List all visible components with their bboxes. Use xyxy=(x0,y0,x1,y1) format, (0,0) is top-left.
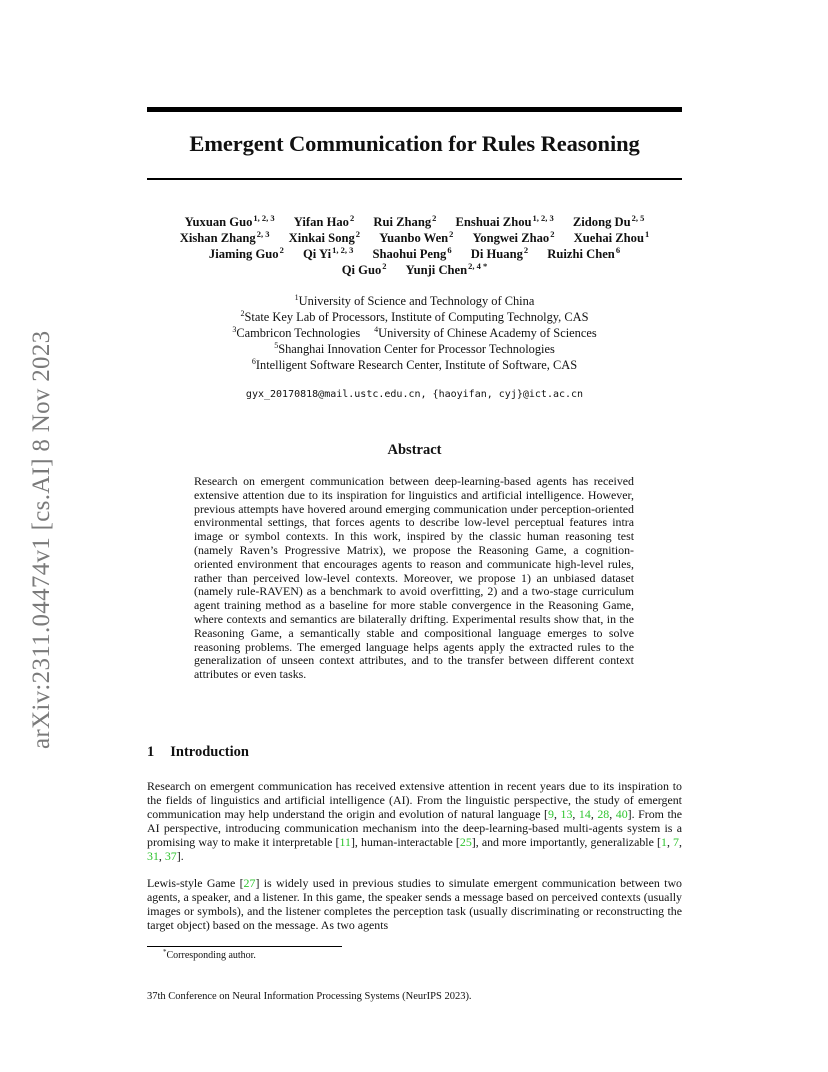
citation-link[interactable]: 28 xyxy=(597,806,610,821)
footnote: *Corresponding author. xyxy=(163,948,256,961)
author-line-4 xyxy=(147,263,682,278)
section-title: Introduction xyxy=(170,744,249,760)
affiliation-line: $^3$Cambricon Technologies $^4$University of Chinese Academy of Sciences xyxy=(232,325,597,340)
citation-link[interactable]: 1 xyxy=(660,834,667,849)
author: Ruizhi Chen$^6$ xyxy=(547,245,621,261)
affiliation-line: $^1$University of Science and Technology of China xyxy=(294,293,535,308)
affiliation-line: $^5$Shanghai Innovation Center for Processor Technologies xyxy=(274,341,555,356)
intro-paragraph-1: Research on emergent communication has received extensive attention in recent years due to its inspiration to the fields of linguistics and artificial intelligence (AI). From the linguistic perspective, the study of emergent communication may help understand the origin and evolution of natural language [9, 13, 14, 28, 40]. From the AI perspective, introducing communication mechanism into the deep-learning-based multi-agents system is a promising way to make it interpretable [11], human-interactable [25], and more importantly, generalizable [1, 7, 31, 37]. xyxy=(147,779,682,863)
citation-link[interactable]: 9 xyxy=(548,806,554,821)
author: Yuxuan Guo$^{1, 2, 3}$ xyxy=(184,213,275,229)
paper-title: Emergent Communication for Rules Reasoning xyxy=(189,131,640,156)
citation-link[interactable]: 37 xyxy=(164,848,177,863)
citation-link[interactable]: 27 xyxy=(243,876,256,890)
conference-note: 37th Conference on Neural Information Processing Systems (NeurIPS 2023). xyxy=(147,991,472,1002)
author: Yuanbo Wen$^2$ xyxy=(379,229,454,245)
section-heading xyxy=(147,744,249,761)
citation-link[interactable]: 11 xyxy=(339,834,351,849)
abstract-heading: Abstract xyxy=(387,442,442,458)
author: Shaohui Peng$^6$ xyxy=(372,245,452,261)
citation-link[interactable]: 25 xyxy=(459,834,472,849)
author: Xishan Zhang$^{2, 3}$ xyxy=(179,229,270,245)
citation-link[interactable]: 31 xyxy=(147,848,159,863)
citation-link[interactable]: 14 xyxy=(578,806,591,821)
author-emails: gyx_20170818@mail.ustc.edu.cn, {haoyifan, cyj}@ict.ac.cn xyxy=(245,389,584,400)
author-line-1 xyxy=(147,215,682,230)
citation-link[interactable]: 40 xyxy=(615,806,628,821)
footnote-rule xyxy=(147,946,342,947)
intro-paragraph-2: Lewis-style Game [27] is widely used in previous studies to simulate emergent communication between two agents, a speaker, and a listener. In this game, the speaker sends a message based on perceived contexts (usually images or symbols), and the listener completes the perception task (usually discriminating or reconstructing the target object) based on the message. As two agents xyxy=(147,876,682,932)
arxiv-watermark: arXiv:2311.04474v1 [cs.AI] 8 Nov 2023 xyxy=(28,330,55,749)
title-rule-bottom xyxy=(147,178,682,180)
author: Xuehai Zhou$^1$ xyxy=(573,229,650,245)
author: Di Huang$^2$ xyxy=(470,245,529,261)
abstract-text: Research on emergent communication between deep-learning-based agents has received extensive attention due to its inspiration for linguistics and artificial intelligence. However, previous attempts have hovered around emerging communication under perception-oriented environmental settings, that forces agents to describe low-level perceptual features intra image or symbol contexts. In this work, inspired by the classic human reasoning test (namely Raven’s Progressive Matrix), we propose the Reasoning Game, a cognition-oriented environment that encourages agents to reason and communicate high-level rules, rather than perceived low-level contexts. Moreover, we propose 1) an unbiased dataset (namely rule-RAVEN) as a benchmark to avoid overfitting, 2) and a two-stage curriculum agent training method as a baseline for more stable convergence in the Reasoning Game, where contexts and semantics are bilaterally drifting. Experimental results show that, in the Reasoning Game, a semantically stable and compositional language emerges to solve reasoning problems. The emerged language helps agents apply the extracted rules to the generalization of unseen context attributes, and to the transfer between different context attributes or even tasks. xyxy=(194,474,634,682)
author: Yifan Hao$^2$ xyxy=(293,213,355,229)
citation-link[interactable]: 13 xyxy=(560,806,573,821)
author: Rui Zhang$^2$ xyxy=(373,213,437,229)
author: Zidong Du$^{2, 5}$ xyxy=(572,213,645,229)
affiliation-line: $^6$Intelligent Software Research Center, Institute of Software, CAS xyxy=(251,357,578,372)
author-line-3 xyxy=(147,247,682,262)
author: Xinkai Song$^2$ xyxy=(288,229,361,245)
affiliation-line: $^2$State Key Lab of Processors, Institute of Computing Technolgy, CAS xyxy=(240,309,589,324)
section-number: 1 xyxy=(147,744,155,760)
author: Qi Guo$^2$ xyxy=(341,261,387,277)
author: Jiaming Guo$^2$ xyxy=(208,245,284,261)
author: Enshuai Zhou$^{1, 2, 3}$ xyxy=(455,213,554,229)
author: Yongwei Zhao$^2$ xyxy=(472,229,555,245)
author: Qi Yi$^{1, 2, 3}$ xyxy=(302,245,354,261)
author: Yunji Chen$^{2, 4 *}$ xyxy=(405,261,488,277)
title-rule-top xyxy=(147,107,682,112)
citation-link[interactable]: 7 xyxy=(673,834,679,849)
author-line-2 xyxy=(147,231,682,246)
